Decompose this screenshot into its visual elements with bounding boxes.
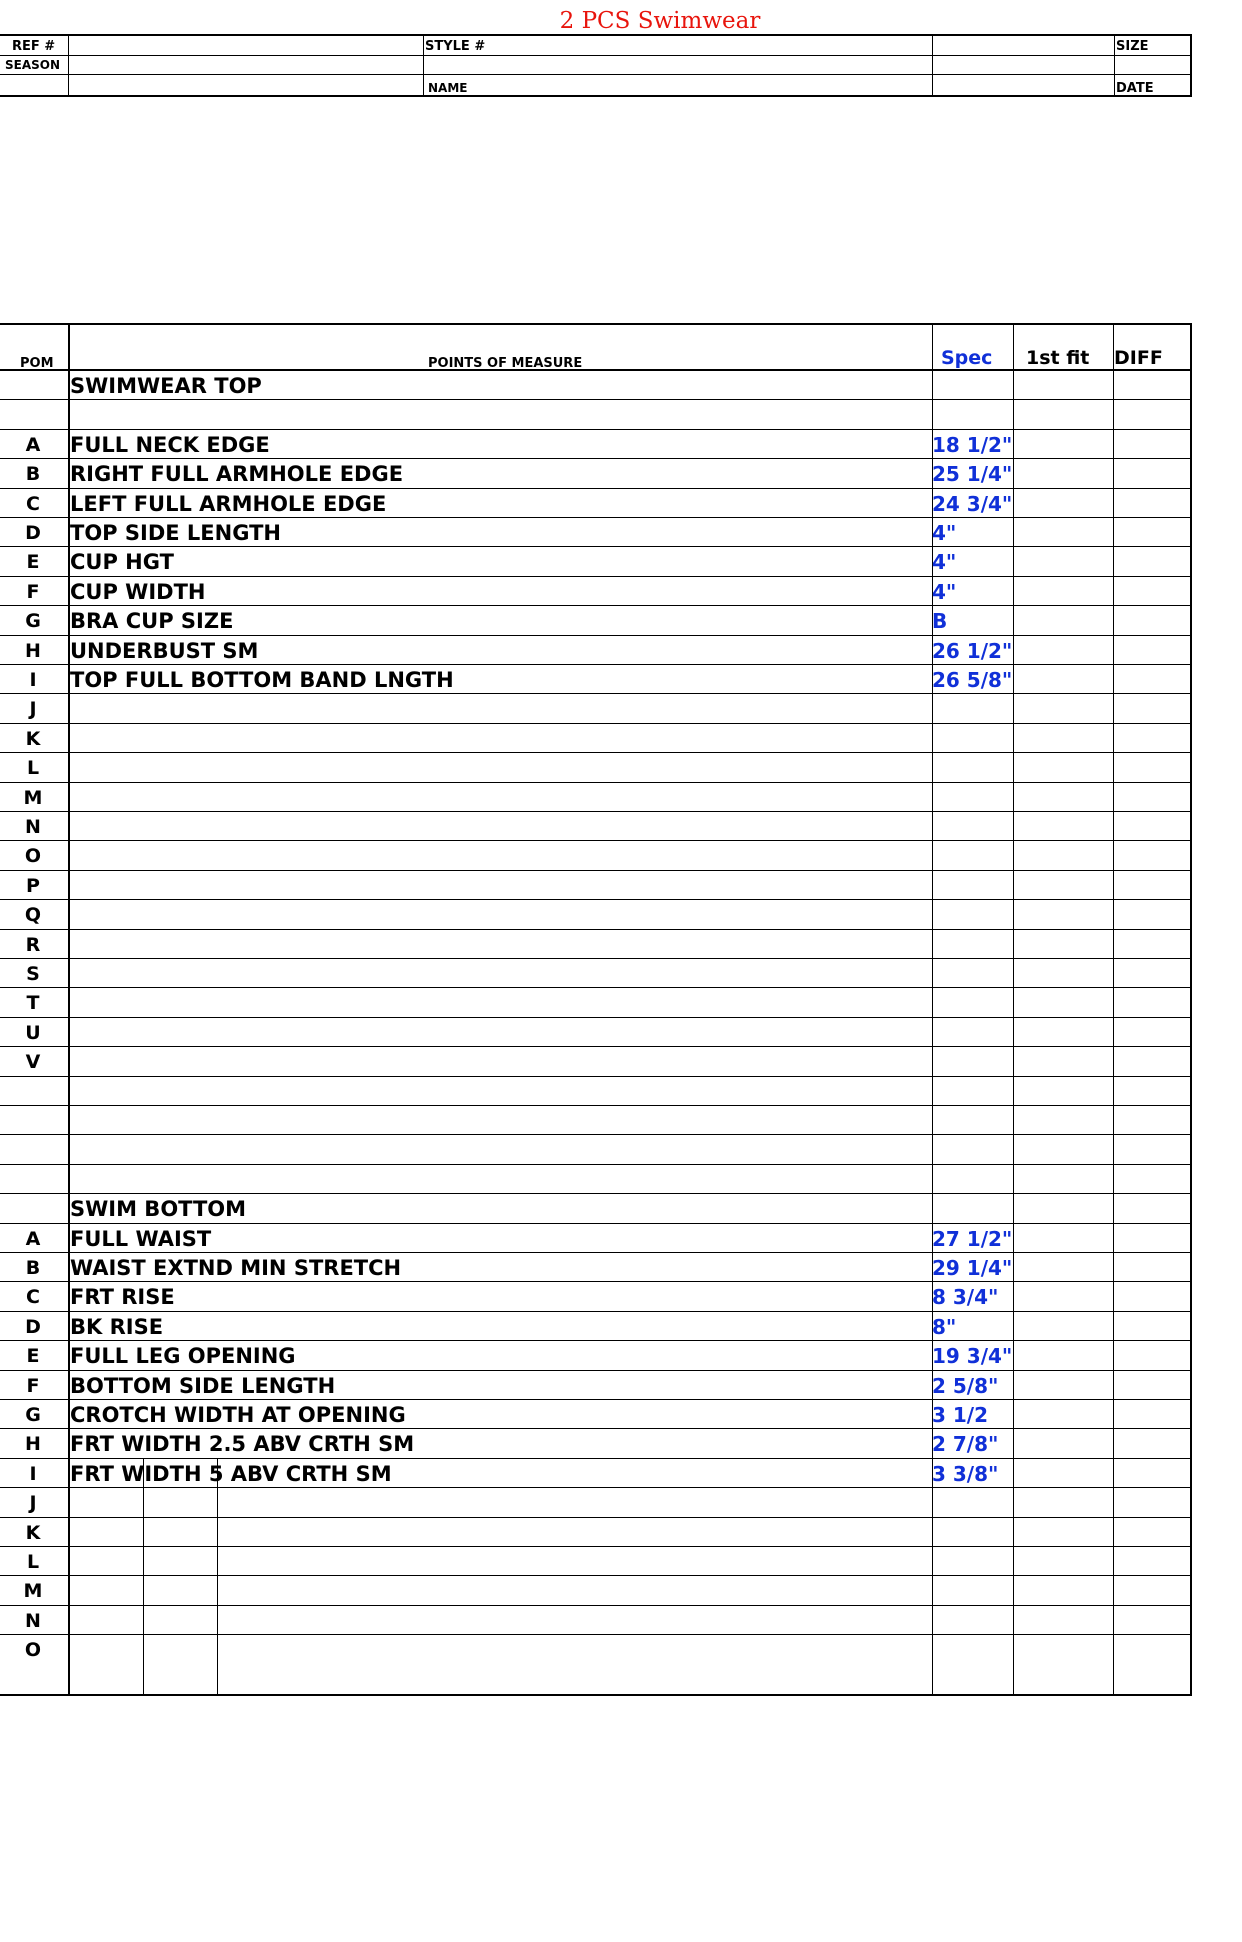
- spec-value: 4": [932, 521, 957, 545]
- pom-letter: D: [25, 1315, 41, 1338]
- spec-value: 4": [932, 579, 957, 604]
- pom-letter: O: [24, 1639, 42, 1662]
- point-of-measure: BRA CUP SIZE: [70, 609, 234, 634]
- pom-letter: O: [24, 845, 42, 868]
- point-of-measure: RIGHT FULL ARMHOLE EDGE: [70, 462, 404, 487]
- row-divider: [0, 987, 1190, 988]
- pom-letter: R: [25, 933, 41, 956]
- point-of-measure: TOP FULL BOTTOM BAND LNGTH: [70, 668, 454, 692]
- pom-letter: N: [25, 1609, 41, 1632]
- row-divider: [0, 782, 1190, 783]
- pom-letter: D: [25, 522, 41, 544]
- pom-letter: B: [25, 463, 41, 486]
- pom-letter: I: [29, 669, 37, 691]
- point-of-measure: SWIMWEAR TOP: [70, 374, 262, 398]
- pom-letter: M: [23, 786, 43, 809]
- spec-value: 27 1/2": [932, 1226, 1013, 1251]
- point-of-measure: CUP HGT: [70, 550, 174, 575]
- pom-letter: C: [26, 492, 40, 515]
- header-col-divider: [932, 36, 933, 95]
- pom-letter: I: [29, 1462, 37, 1485]
- spec-value: 2 7/8": [932, 1432, 999, 1457]
- row-divider: [0, 929, 1190, 930]
- spec-value: 24 3/4": [932, 491, 1013, 516]
- point-of-measure: FRT WIDTH 5 ABV CRTH SM: [70, 1461, 392, 1486]
- header-col-divider: [423, 36, 424, 95]
- point-of-measure: BOTTOM SIDE LENGTH: [70, 1373, 336, 1398]
- point-of-measure: CROTCH WIDTH AT OPENING: [70, 1403, 406, 1427]
- point-of-measure: UNDERBUST SM: [70, 638, 259, 663]
- header-row-divider: [0, 55, 1190, 56]
- pom-letter: [0, 370, 66, 399]
- column-divider: [1113, 325, 1114, 1694]
- point-of-measure: FULL WAIST: [70, 1226, 212, 1251]
- spec-value: 3 1/2: [932, 1403, 989, 1427]
- pom-letter: [0, 1193, 66, 1222]
- pom-letter: F: [26, 580, 40, 603]
- header-col-divider: [68, 36, 69, 95]
- pom-letter: H: [25, 1433, 41, 1456]
- column-header-spec: Spec: [941, 347, 993, 369]
- row-divider: [0, 723, 1190, 724]
- pom-letter: A: [25, 433, 41, 456]
- pom-letter: V: [25, 1051, 41, 1074]
- pom-letter: L: [26, 757, 40, 780]
- point-of-measure: WAIST EXTND MIN STRETCH: [70, 1256, 402, 1280]
- date-label: DATE: [1116, 81, 1154, 96]
- row-divider: [0, 870, 1190, 871]
- header-row-divider: [0, 74, 1190, 75]
- row-divider: [0, 752, 1190, 753]
- row-divider: [0, 1164, 1190, 1165]
- column-header-diff: DIFF: [1114, 347, 1163, 369]
- pom-letter: J: [29, 1492, 37, 1515]
- style-label: STYLE #: [425, 39, 486, 54]
- spec-value: B: [932, 609, 948, 634]
- row-divider: [0, 1134, 1190, 1135]
- pom-letter: B: [25, 1257, 41, 1279]
- pom-letter: Q: [24, 904, 42, 927]
- spec-value: 2 5/8": [932, 1373, 999, 1398]
- row-divider: [0, 811, 1190, 812]
- pom-letter: T: [26, 992, 40, 1015]
- row-divider: [0, 1517, 1190, 1518]
- column-header-1st-fit: 1st fit: [1026, 347, 1090, 369]
- ref-label: REF #: [12, 39, 56, 54]
- pom-letter: F: [26, 1374, 40, 1397]
- row-divider: [0, 1017, 1190, 1018]
- pom-letter: E: [26, 1345, 40, 1368]
- pom-letter: A: [25, 1227, 41, 1250]
- pom-letter: C: [26, 1286, 40, 1309]
- row-divider: [0, 1076, 1190, 1077]
- spec-value: 8": [932, 1314, 957, 1339]
- header-col-divider: [1114, 36, 1115, 95]
- size-label: SIZE: [1116, 39, 1149, 54]
- pom-letter: [0, 1105, 66, 1134]
- header-block: [0, 34, 1192, 97]
- row-divider: [0, 1281, 1190, 1282]
- row-divider: [0, 1605, 1190, 1606]
- point-of-measure: FRT WIDTH 2.5 ABV CRTH SM: [70, 1432, 415, 1457]
- row-divider: [0, 1634, 1190, 1635]
- season-label: SEASON: [5, 58, 61, 72]
- spec-value: 29 1/4": [932, 1256, 1013, 1280]
- sheet-title: 2 PCS Swimwear: [559, 8, 761, 34]
- point-of-measure: TOP SIDE LENGTH: [70, 521, 281, 545]
- pom-letter: [0, 399, 66, 428]
- name-label: NAME: [428, 81, 468, 95]
- point-of-measure: LEFT FULL ARMHOLE EDGE: [70, 491, 387, 516]
- pom-letter: L: [26, 1551, 40, 1573]
- pom-letter: G: [25, 610, 41, 633]
- pom-letter: M: [23, 1580, 43, 1603]
- spec-value: 4": [932, 550, 957, 575]
- pom-letter: N: [25, 816, 41, 838]
- pom-letter: U: [25, 1021, 41, 1044]
- row-divider: [0, 1105, 1190, 1106]
- pom-letter: E: [26, 551, 40, 574]
- row-divider: [0, 1487, 1190, 1488]
- row-divider: [0, 840, 1190, 841]
- spec-value: 25 1/4": [932, 462, 1013, 487]
- row-divider: [0, 546, 1190, 547]
- row-divider: [0, 1546, 1190, 1547]
- column-divider: [1013, 325, 1014, 1694]
- point-of-measure: FULL LEG OPENING: [70, 1344, 296, 1369]
- spec-value: 19 3/4": [932, 1344, 1013, 1369]
- measurement-table: [0, 323, 1192, 1696]
- pom-letter: J: [29, 698, 37, 721]
- spec-value: 8 3/4": [932, 1285, 999, 1310]
- row-divider: [0, 899, 1190, 900]
- pom-letter: S: [26, 963, 40, 985]
- point-of-measure: FULL NECK EDGE: [70, 432, 270, 457]
- row-divider: [0, 693, 1190, 694]
- column-header-pom: POM: [20, 356, 54, 371]
- row-divider: [0, 399, 1190, 400]
- pom-letter: [0, 1134, 66, 1163]
- pom-letter: [0, 1164, 66, 1193]
- row-divider: [0, 1311, 1190, 1312]
- pom-letter: [0, 1076, 66, 1105]
- spec-value: 18 1/2": [932, 432, 1013, 457]
- point-of-measure: BK RISE: [70, 1314, 164, 1339]
- row-divider: [0, 958, 1190, 959]
- point-of-measure: FRT RISE: [70, 1285, 175, 1310]
- column-header-points-of-measure: POINTS OF MEASURE: [428, 356, 583, 371]
- point-of-measure: SWIM BOTTOM: [70, 1197, 247, 1222]
- spec-value: 26 1/2": [932, 638, 1013, 663]
- row-divider: [0, 1046, 1190, 1047]
- pom-letter: P: [26, 874, 40, 897]
- pom-letter: K: [25, 727, 41, 750]
- pom-letter: K: [25, 1521, 41, 1544]
- pom-letter: G: [25, 1404, 41, 1426]
- spec-value: 3 3/8": [932, 1461, 999, 1486]
- row-divider: [0, 1575, 1190, 1576]
- point-of-measure: CUP WIDTH: [70, 579, 206, 604]
- spec-value: 26 5/8": [932, 668, 1013, 692]
- pom-letter: H: [25, 639, 41, 662]
